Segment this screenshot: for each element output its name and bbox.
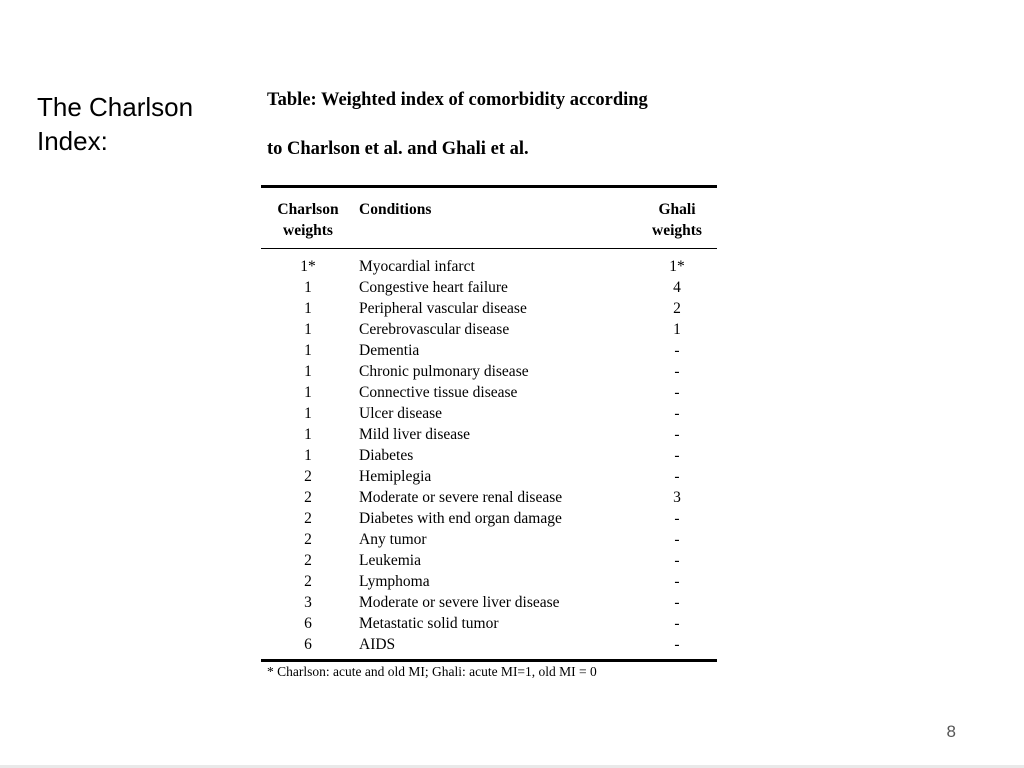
ghali-weight-cell: -: [674, 426, 680, 443]
table-row: [261, 445, 717, 466]
charlson-weight-cell: 1: [304, 447, 312, 464]
table-row: [261, 592, 717, 613]
charlson-weight-cell: 2: [304, 468, 312, 485]
table-row: [261, 298, 717, 319]
condition-cell: Lymphoma: [359, 573, 430, 590]
ghali-weight-cell: -: [674, 573, 680, 590]
condition-cell: Mild liver disease: [359, 426, 471, 443]
ghali-weight-cell: -: [674, 594, 680, 611]
charlson-weight-cell: 1: [304, 342, 312, 359]
charlson-weight-cell: 1: [304, 279, 312, 296]
condition-cell: Ulcer disease: [359, 405, 443, 422]
ghali-weight-cell: -: [674, 510, 680, 527]
charlson-weight-cell: 1*: [300, 258, 316, 275]
condition-cell: AIDS: [359, 636, 396, 653]
condition-cell: Myocardial infarct: [359, 258, 475, 275]
table-row: [261, 319, 717, 340]
ghali-weight-cell: -: [674, 552, 680, 569]
ghali-weight-cell: -: [674, 447, 680, 464]
table-row: [261, 256, 717, 277]
condition-cell: Congestive heart failure: [359, 279, 508, 296]
condition-cell: Peripheral vascular disease: [359, 300, 527, 317]
condition-cell: Diabetes: [359, 447, 414, 464]
table-row: [261, 529, 717, 550]
charlson-weight-cell: 2: [304, 573, 312, 590]
ghali-weight-cell: 3: [673, 489, 681, 506]
condition-cell: Chronic pulmonary disease: [359, 363, 529, 380]
header-conditions: Conditions: [359, 201, 432, 218]
table-footnote: * Charlson: acute and old MI; Ghali: acute MI=1, old MI = 0: [267, 664, 597, 679]
charlson-weight-cell: 2: [304, 531, 312, 548]
condition-cell: Diabetes with end organ damage: [359, 510, 562, 527]
ghali-weight-cell: 2: [673, 300, 681, 317]
condition-cell: Cerebrovascular disease: [359, 321, 510, 338]
table-row: [261, 340, 717, 361]
condition-cell: Connective tissue disease: [359, 384, 518, 401]
table-row: [261, 613, 717, 634]
ghali-weight-cell: -: [674, 636, 680, 653]
charlson-weight-cell: 2: [304, 489, 312, 506]
table-row: [261, 550, 717, 571]
charlson-weight-cell: 2: [304, 552, 312, 569]
charlson-weight-cell: 6: [304, 615, 312, 632]
charlson-weight-cell: 1: [304, 384, 312, 401]
table-top-rule: [261, 185, 717, 188]
ghali-weight-cell: -: [674, 384, 680, 401]
table-row: [261, 487, 717, 508]
table-bottom-rule: [261, 659, 717, 662]
charlson-weight-cell: 6: [304, 636, 312, 653]
charlson-weight-cell: 1: [304, 321, 312, 338]
page-number: 8: [946, 722, 956, 741]
charlson-weight-cell: 3: [304, 594, 312, 611]
charlson-weight-cell: 1: [304, 363, 312, 380]
ghali-weight-cell: -: [674, 405, 680, 422]
table-row: [261, 424, 717, 445]
condition-cell: Moderate or severe renal disease: [359, 489, 563, 506]
condition-cell: Dementia: [359, 342, 420, 359]
ghali-weight-cell: 1*: [669, 258, 685, 275]
table-row: [261, 403, 717, 424]
table-caption-line-1: Table: Weighted index of comorbidity according: [267, 90, 648, 110]
ghali-weight-cell: -: [674, 363, 680, 380]
condition-cell: Moderate or severe liver disease: [359, 594, 560, 611]
ghali-weight-cell: 1: [673, 321, 681, 338]
table-caption: [267, 88, 737, 162]
header-divider-rule: [261, 248, 717, 249]
ghali-weight-cell: -: [674, 531, 680, 548]
charlson-weight-cell: 1: [304, 426, 312, 443]
header-charlson-weights: Charlson weights: [277, 201, 339, 239]
condition-cell: Any tumor: [359, 531, 427, 548]
table-row: [261, 466, 717, 487]
table-caption-line-2: to Charlson et al. and Ghali et al.: [267, 139, 529, 159]
header-ghali-weights: Ghali weights: [652, 201, 702, 239]
table-row: [261, 277, 717, 298]
charlson-weight-cell: 2: [304, 510, 312, 527]
condition-cell: Leukemia: [359, 552, 421, 569]
table-row: [261, 634, 717, 655]
charlson-weight-cell: 1: [304, 405, 312, 422]
ghali-weight-cell: -: [674, 342, 680, 359]
table-body: [261, 256, 717, 655]
charlson-weight-cell: 1: [304, 300, 312, 317]
slide-title: The Charlson Index:: [37, 92, 194, 156]
condition-cell: Hemiplegia: [359, 468, 432, 485]
ghali-weight-cell: -: [674, 468, 680, 485]
table-row: [261, 382, 717, 403]
table-row: [261, 508, 717, 529]
condition-cell: Metastatic solid tumor: [359, 615, 499, 632]
table-row: [261, 571, 717, 592]
ghali-weight-cell: -: [674, 615, 680, 632]
ghali-weight-cell: 4: [673, 279, 681, 296]
table-row: [261, 361, 717, 382]
